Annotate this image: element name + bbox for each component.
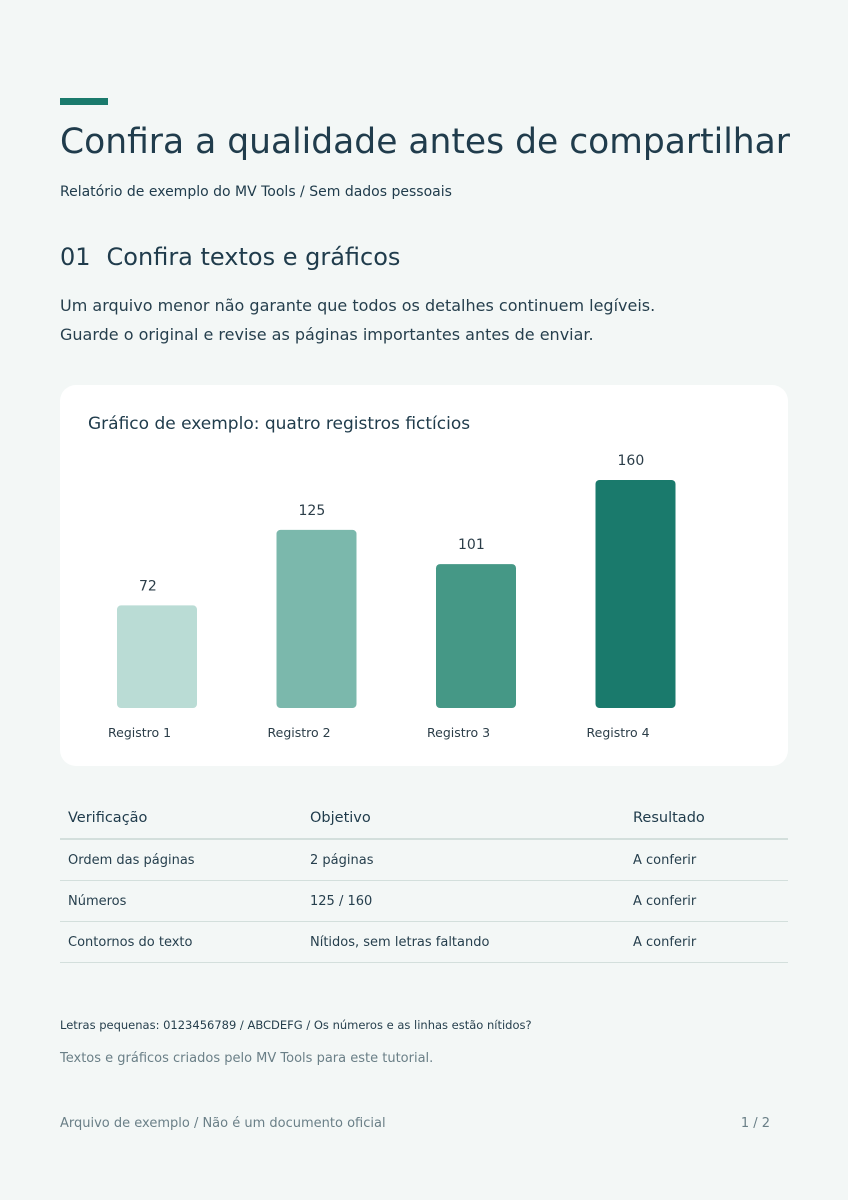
table-header-row (60, 798, 788, 839)
bar-value-label: 101 (458, 537, 485, 554)
paragraph-line: Um arquivo menor não garante que todos os detalhes continuem legíveis. (60, 296, 656, 315)
table-cell: A conferir (625, 839, 788, 881)
column-header-resultado: Resultado (625, 798, 788, 839)
credits-note: Textos e gráficos criados pelo MV Tools para este tutorial. (60, 1051, 434, 1066)
table-row (60, 922, 788, 963)
table-cell: Nítidos, sem letras faltando (302, 922, 625, 963)
bar-3 (436, 564, 516, 708)
bar-chart (60, 385, 788, 766)
table-row (60, 839, 788, 881)
page-number: 1 / 2 (740, 1116, 770, 1131)
chart-card (60, 385, 788, 766)
accent-bar (60, 98, 108, 105)
table-row (60, 881, 788, 922)
category-label: Registro 1 (108, 725, 172, 740)
table-cell: A conferir (625, 922, 788, 963)
table-cell: Ordem das páginas (60, 839, 302, 881)
bar-2 (277, 530, 357, 708)
table-cell: 125 / 160 (302, 881, 625, 922)
page-subtitle: Relatório de exemplo do MV Tools / Sem dados pessoais (60, 184, 452, 200)
bar-value-label: 72 (139, 578, 157, 595)
category-label: Registro 3 (427, 725, 491, 740)
table-cell: Contornos do texto (60, 922, 302, 963)
section-heading (60, 243, 400, 271)
paragraph-line: Guarde o original e revise as páginas importantes antes de enviar. (60, 325, 594, 344)
chart-title: Gráfico de exemplo: quatro registros fictícios (88, 414, 471, 434)
verification-table (60, 798, 788, 963)
bar-value-label: 125 (298, 502, 326, 519)
category-label: Registro 4 (586, 725, 650, 740)
small-letters-test: Letras pequenas: 0123456789 / ABCDEFG / Os números e as linhas estão nítidos? (60, 1018, 532, 1032)
table-cell: A conferir (625, 881, 788, 922)
section-paragraph (60, 291, 655, 349)
column-header-verificacao: Verificação (60, 798, 302, 839)
bar-1 (117, 605, 197, 708)
category-label: Registro 2 (267, 725, 331, 740)
table-cell: 2 páginas (302, 839, 625, 881)
section-number: 01 (60, 243, 91, 271)
page-title: Confira a qualidade antes de compartilhar (60, 122, 790, 162)
footer-disclaimer: Arquivo de exemplo / Não é um documento oficial (60, 1116, 386, 1131)
column-header-objetivo: Objetivo (302, 798, 625, 839)
bar-4 (596, 480, 676, 708)
section-title: Confira textos e gráficos (106, 243, 401, 271)
table-cell: Números (60, 881, 302, 922)
bar-value-label: 160 (617, 453, 645, 469)
